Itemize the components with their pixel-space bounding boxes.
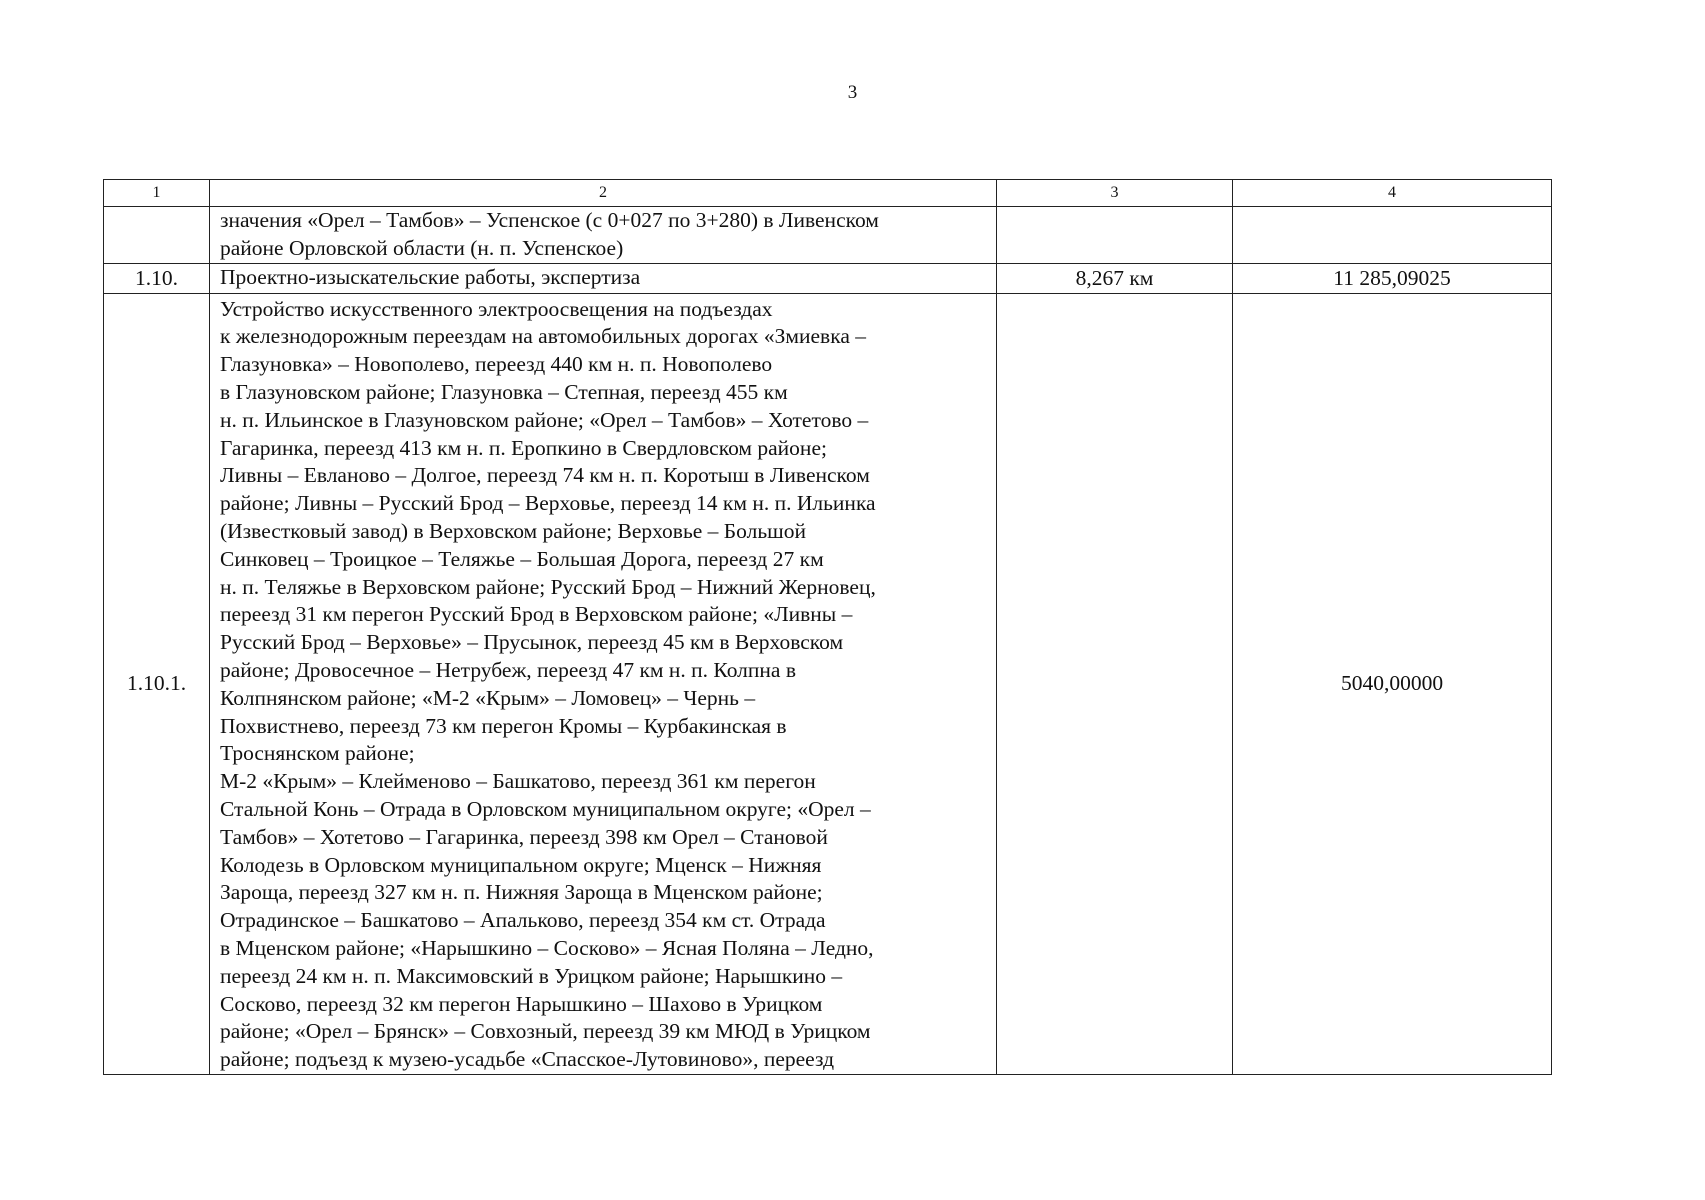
description-line: Колпнянском районе; «М-2 «Крым» – Ломовец» – Чернь –	[220, 685, 756, 710]
description-line: Троснянском районе;	[220, 741, 415, 766]
description-line: переезд 24 км н. п. Максимовский в Урицком районе; Нарышкино –	[220, 963, 843, 988]
column-header-2: 2	[210, 180, 997, 207]
description-line: районе; Дровосечное – Нетрубеж, переезд 47 км н. п. Колпна в	[220, 657, 796, 682]
description-line: Похвистнево, переезд 73 км перегон Кромы – Курбакинская в	[220, 713, 787, 738]
row-quantity: 8,267 км	[997, 263, 1233, 293]
row-number	[104, 207, 210, 264]
description-line: Глазуновка» – Новополево, переезд 440 км н. п. Новополево	[220, 352, 773, 377]
description-line: (Известковый завод) в Верховском районе; Верховье – Большой	[220, 518, 806, 543]
description-line: районе; подъезд к музею-усадьбе «Спасское-Лутовиново», переезд	[220, 1047, 835, 1072]
table-row	[104, 293, 1552, 1074]
row-quantity	[997, 293, 1233, 1074]
description-line: Синковец – Троицкое – Теляжье – Большая Дорога, переезд 27 км	[220, 546, 824, 571]
description-line: Стальной Конь – Отрада в Орловском муниципальном округе; «Орел –	[220, 796, 871, 821]
description-line: н. п. Теляжье в Верховском районе; Русский Брод – Нижний Жерновец,	[220, 574, 876, 599]
column-header-3: 3	[997, 180, 1233, 207]
description-line: М-2 «Крым» – Клейменово – Башкатово, переезд 361 км перегон	[220, 769, 816, 794]
description-line: значения «Орел – Тамбов» – Успенское (с 0+027 по 3+280) в Ливенском	[220, 208, 879, 232]
row-amount	[1233, 207, 1552, 264]
row-quantity	[997, 207, 1233, 264]
description-line: районе; «Орел – Брянск» – Совхозный, переезд 39 км МЮД в Урицком	[220, 1019, 871, 1044]
description-line: Устройство искусственного электроосвещения на подъездах	[220, 296, 773, 321]
column-header-4: 4	[1233, 180, 1552, 207]
table-header-row	[104, 180, 1552, 207]
table-body	[104, 207, 1552, 1075]
table-row	[104, 207, 1552, 264]
row-number: 1.10.1.	[104, 293, 210, 1074]
description-line: н. п. Ильинское в Глазуновском районе; «Орел – Тамбов» – Хотетово –	[220, 407, 869, 432]
description-line: Зароща, переезд 327 км н. п. Нижняя Зароща в Мценском районе;	[220, 880, 823, 905]
row-description	[210, 293, 997, 1074]
description-line: Гагаринка, переезд 413 км н. п. Еропкино в Свердловском районе;	[220, 435, 827, 460]
description-line: районе; Ливны – Русский Брод – Верховье, переезд 14 км н. п. Ильинка	[220, 491, 876, 516]
row-number: 1.10.	[104, 263, 210, 293]
data-table	[103, 179, 1552, 1075]
description-line: к железнодорожным переездам на автомобильных дорогах «Змиевка –	[220, 324, 866, 349]
description-line: переезд 31 км перегон Русский Брод в Верховском районе; «Ливны –	[220, 602, 853, 627]
description-line: районе Орловской области (н. п. Успенское)	[220, 235, 624, 260]
row-amount: 11 285,09025	[1233, 263, 1552, 293]
description-line: Тамбов» – Хотетово – Гагаринка, переезд 398 км Орел – Становой	[220, 824, 828, 849]
description-line: в Глазуновском районе; Глазуновка – Степная, переезд 455 км	[220, 379, 788, 404]
description-line: Проектно-изыскательские работы, экспертиза	[220, 265, 641, 290]
description-line: в Мценском районе; «Нарышкино – Сосково» – Ясная Поляна – Ледно,	[220, 935, 874, 960]
description-line: Ливны – Евланово – Долгое, переезд 74 км н. п. Коротыш в Ливенском	[220, 463, 870, 488]
description-line: Русский Брод – Верховье» – Прусынок, переезд 45 км в Верховском	[220, 630, 844, 655]
page-number: 3	[847, 82, 858, 103]
description-line: Отрадинское – Башкатово – Апальково, переезд 354 км ст. Отрада	[220, 908, 826, 933]
column-header-1: 1	[104, 180, 210, 207]
row-description	[210, 263, 997, 293]
row-description	[210, 207, 997, 264]
description-line: Сосково, переезд 32 км перегон Нарышкино – Шахово в Урицком	[220, 991, 823, 1016]
row-amount: 5040,00000	[1233, 293, 1552, 1074]
table-row	[104, 263, 1552, 293]
description-line: Колодезь в Орловском муниципальном округе; Мценск – Нижняя	[220, 852, 822, 877]
